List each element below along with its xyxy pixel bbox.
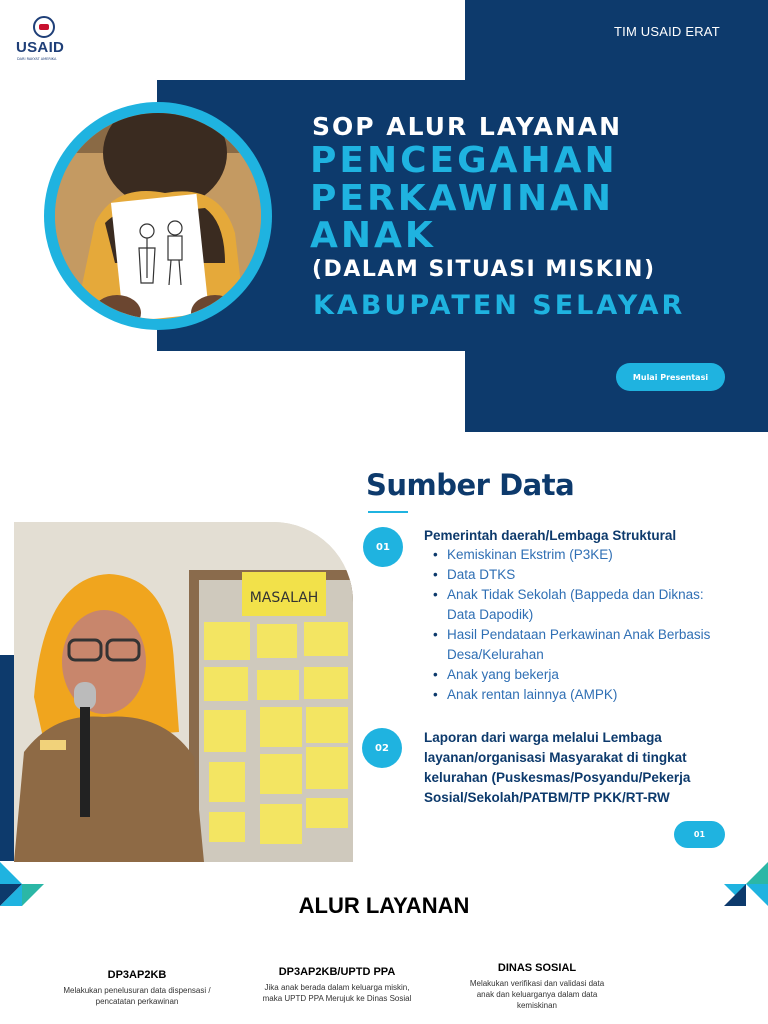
hero-title-line1: SOP ALUR LAYANAN	[312, 112, 623, 141]
left-accent-bar	[0, 655, 14, 861]
list-item: • Kemiskinan Ekstrim (P3KE)	[433, 545, 733, 565]
title-underline	[368, 511, 408, 513]
step-heading: DINAS SOSIAL	[497, 962, 577, 974]
list-item: • Data DTKS	[433, 565, 733, 585]
hero-title-line2: PENCEGAHAN	[310, 140, 618, 181]
page-number-button[interactable]: 01	[674, 821, 725, 848]
usaid-logo	[14, 14, 74, 62]
step-heading: DP3AP2KB	[107, 969, 167, 981]
service-step	[62, 969, 212, 1007]
item-number-badge: 02	[362, 728, 402, 768]
step-description: Melakukan penelusuran data dispensasi / pencatatan perkawinan	[63, 986, 211, 1006]
speaker-photo-icon	[14, 522, 353, 862]
start-presentation-button[interactable]: Mulai Presentasi	[616, 363, 725, 391]
logo-tagline: DARI RAKYAT AMERIKA	[17, 57, 57, 61]
step-description: Jika anak berada dalam keluarga miskin, maka UPTD PPA Merujuk ke Dinas Sosial	[262, 983, 412, 1003]
board-label: MASALAH	[249, 590, 319, 606]
hero-title-line4: ANAK	[310, 215, 436, 256]
step-heading: DP3AP2KB/UPTD PPA	[278, 966, 396, 978]
service-step	[462, 962, 612, 1011]
list-item: • Anak Tidak Sekolah (Bappeda dan Diknas: Data Dapodik)	[433, 585, 733, 625]
step-description: Melakukan verifikasi dan validasi data anak dan keluarganya dalam data kemiskinan	[469, 979, 605, 1010]
hero-photo-frame	[44, 102, 272, 330]
item-heading: Pemerintah daerah/Lembaga Struktural	[424, 528, 677, 543]
data-source-list	[433, 545, 733, 705]
item-number-badge: 01	[363, 527, 403, 567]
usaid-seal-icon	[33, 16, 55, 38]
item-heading: Laporan dari warga melalui Lembaga layanan/organisasi Masyarakat di tingkat kelurahan (Puskesmas/Posyandu/Pekerja Sosial/Sekolah/PATBM/TP PKK/RT-RW	[424, 730, 691, 805]
hero-title-line3: PERKAWINAN	[310, 178, 615, 219]
hero-photo	[55, 113, 261, 319]
hero-title-line5: (DALAM SITUASI MISKIN)	[312, 257, 656, 282]
child-drawing-photo-icon	[55, 113, 261, 319]
alur-layanan-title: ALUR LAYANAN	[298, 893, 470, 918]
speaker-photo	[14, 522, 353, 862]
list-item: • Anak yang bekerja	[433, 665, 733, 685]
team-label: TIM USAID ERAT	[614, 24, 720, 39]
sumber-data-title: Sumber Data	[366, 468, 575, 502]
service-step	[262, 966, 412, 1004]
logo-text: USAID	[16, 39, 65, 56]
hero-title-line6: KABUPATEN SELAYAR	[313, 290, 686, 321]
list-item: • Anak rentan lainnya (AMPK)	[433, 685, 733, 705]
list-item: • Hasil Pendataan Perkawinan Anak Berbasis Desa/Kelurahan	[433, 625, 733, 665]
